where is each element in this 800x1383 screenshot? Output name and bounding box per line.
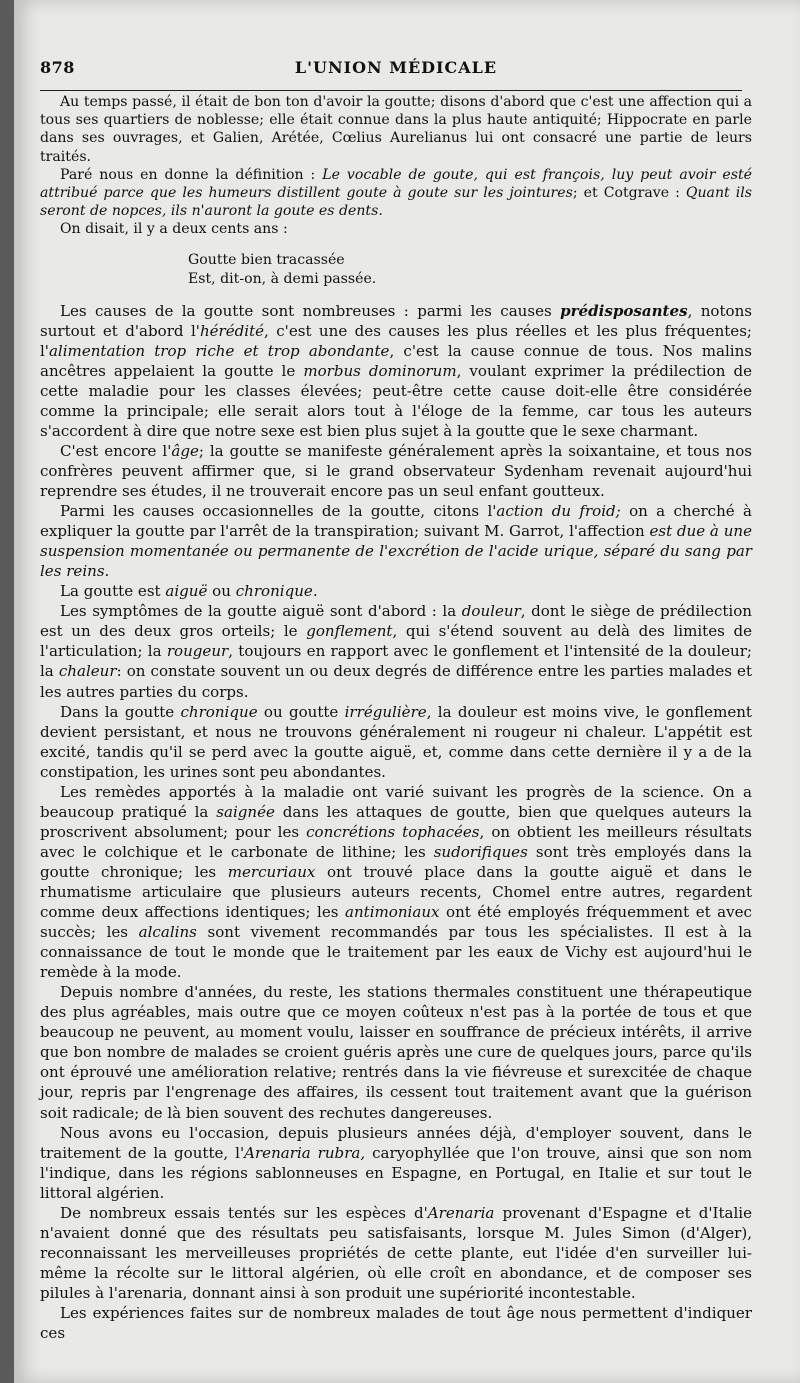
- text: ; la goutte se manifeste généralement après la soixantaine, et tous nos confrères peuvent affirmer que, si le grand observateur Sydenham revenait aujourd'hui reprendre ses études, il ne trouverait encore pas un seul enfant goutteux.: [40, 441, 752, 501]
- cotgrave-quote: Quant ils seront de nopces, ils n'auront la goute es dents.: [40, 185, 752, 220]
- header-rule: [40, 90, 742, 91]
- intro-text-1: Au temps passé, il était de bon ton d'avoir la goutte; disons d'abord que c'est une affection qui a tous ses quartiers de noblesse; elle était connue dans la plus haute antiquité; Hippocrate en parle dans ses ouvrages, et Galien, Arétée, Cœlius Aurelianus lui ont consacré une partie de leurs traités.: [40, 94, 752, 165]
- paragraph-experiences: [40, 1303, 752, 1343]
- term: sudorifiques: [433, 842, 528, 861]
- pare-quote: Le vocable de goute, qui est françois, luy peut avoir esté attribué parce que les humeurs distillent goute à goute sur les jointures: [40, 166, 752, 202]
- paragraph-occasional-causes: [40, 501, 752, 581]
- text: sont très employés dans la goutte chronique; les: [40, 842, 752, 881]
- intro-text-3: On disait, il y a deux cents ans :: [60, 221, 288, 238]
- running-title: L'UNION MÉDICALE: [294, 58, 498, 77]
- term: concrétions tophacées: [306, 822, 480, 841]
- text: , dont le siège de prédilection est un des deux gros orteils; le: [40, 602, 752, 641]
- term: douleur: [461, 602, 521, 621]
- text: Les causes de la goutte sont nombreuses : parmi les causes: [60, 301, 561, 320]
- text: Depuis nombre d'années, du reste, les stations thermales constituent une thérapeutique des plus agréables, mais outre que ce moyen coûteux n'est pas à la portée de tous et que beaucoup ne peuvent, au moment voulu, laisser en souffrance de précieux intérêts, il arrive que bon nombre de malades se croient guéris après une cure de quelques jours, parce qu'ils ont éprouvé une amélioration relative; rentrés dans la vie fiévreuse et surexcitée de chaque jour, repris par l'engrenage des affaires, ils cessent tout traitement avant que la guérison soit radicale; de là bien souvent des rechutes dangereuses.: [40, 983, 752, 1122]
- text: , qui s'étend souvent au delà des limites de l'articulation; la: [40, 622, 752, 661]
- paragraph-essays: [40, 1203, 752, 1303]
- text: Parmi les causes occasionnelles de la goutte, citons l': [60, 502, 497, 521]
- text: caryophyllée que l'on trouve, ainsi que son nom l'indique, dans les régions sablonneuses en Espagne, en Portugal, en Italie et sur tout le littoral algérien.: [40, 1143, 752, 1202]
- paragraph-thermal-stations: [40, 982, 752, 1122]
- text: Nous avons eu l'occasion, depuis plusieurs années déjà, d'employer souvent, dans le traitement de la goutte, l': [40, 1123, 752, 1162]
- term: action du froid;: [496, 502, 621, 521]
- term: Arenaria rubra,: [244, 1143, 366, 1162]
- term: saignée: [216, 802, 275, 821]
- text: Les symptômes de la goutte aiguë sont d'abord : la: [60, 602, 462, 621]
- text: dans les attaques de goutte, bien que quelques auteurs la proscrivent absolument; pour les: [40, 802, 752, 841]
- term: mercuriaux: [227, 862, 316, 881]
- intro-section: [40, 93, 752, 239]
- term: âge: [171, 441, 199, 460]
- page-number: 878: [40, 58, 75, 77]
- text: , c'est une des causes les plus réelles et les plus fréquentes; l': [40, 321, 753, 360]
- document-page: [14, 0, 800, 1383]
- term: rougeur: [166, 642, 229, 661]
- paragraph-remedies: [40, 782, 752, 982]
- term: chaleur: [58, 662, 117, 681]
- intro-text-2a: Paré nous en donne la définition :: [60, 166, 323, 183]
- page-content: [40, 52, 752, 1343]
- article-body: [40, 301, 752, 1343]
- term: irrégulière: [344, 702, 427, 721]
- term: aiguë: [165, 582, 208, 601]
- text: De nombreux essais tentés sur les espèces d': [60, 1203, 428, 1222]
- term: chronique: [180, 702, 258, 721]
- text: , notons surtout et d'abord l': [40, 301, 752, 340]
- text: sont vivement recommandés par tous les spécialistes. Il est à la connaissance de tout le monde que le traitement par les eaux de Vichy est aujourd'hui le remède à la mode.: [40, 923, 753, 982]
- term: antimoniaux: [345, 903, 440, 922]
- paragraph-forms: [40, 581, 752, 601]
- text: Dans la goutte: [60, 702, 181, 721]
- page-header: [40, 52, 752, 90]
- text: Les expériences faites sur de nombreux malades de tout âge nous permettent d'indiquer ces: [40, 1303, 752, 1343]
- term: Arenaria: [427, 1203, 495, 1222]
- verse-quote: [188, 251, 752, 289]
- term: morbus dominorum: [303, 361, 457, 380]
- intro-paragraph-1: [40, 93, 752, 166]
- term: alcalins: [138, 923, 197, 942]
- intro-paragraph-3: [40, 220, 752, 238]
- term: gonflement: [306, 622, 393, 641]
- text: ou: [207, 582, 236, 601]
- text: C'est encore l': [60, 441, 172, 460]
- intro-paragraph-2: [40, 166, 752, 221]
- paragraph-arenaria: [40, 1123, 752, 1203]
- paragraph-causes: [40, 301, 752, 441]
- paragraph-age: [40, 441, 752, 501]
- text: ont trouvé place dans la goutte aiguë et dans le rhumatisme articulaire que plusieurs auteurs recents, Chomel entre autres, regardent comme deux affections identiques; les: [40, 862, 752, 922]
- text: , c'est la cause connue de tous. Nos malins ancêtres appelaient la goutte le: [40, 341, 752, 380]
- paragraph-symptoms: [40, 601, 752, 701]
- text: , toujours en rapport avec le gonflement et l'intensité de la douleur; la: [40, 642, 752, 681]
- text: ou goutte: [257, 702, 345, 721]
- text: ont été employés fréquemment et avec succès; les: [40, 903, 752, 942]
- text: on a cherché à expliquer la goutte par l'arrêt de la transpiration; suivant M. Garrot, l'affection: [40, 502, 752, 541]
- text: : on constate souvent un ou deux degrés de différence entre les parties malades et les autres parties du corps.: [40, 662, 752, 701]
- text: , on obtient les meilleurs résultats avec le colchique et le carbonate de lithine; les: [40, 822, 752, 861]
- term: est due à une suspension momentanée ou permanente de l'excrétion de l'acide urique, séparé du sang par les reins.: [40, 522, 752, 581]
- text: La goutte est: [60, 582, 166, 601]
- term: alimentation trop riche et trop abondante: [48, 341, 390, 360]
- verse-line-2: Est, dit-on, à demi passée.: [188, 270, 377, 287]
- paragraph-chronic: [40, 702, 752, 782]
- verse-line-1: Goutte bien tracassée: [188, 251, 345, 268]
- term: chronique.: [235, 582, 318, 601]
- term: hérédité: [199, 321, 265, 340]
- text: , voulant exprimer la prédilection de cette maladie pour les classes élevées; peut-être cette cause doit-elle être considérée comme la principale; elle serait alors tout à l'éloge de la femme, car tous les auteurs s'accordent à dire que notre sexe est bien plus sujet à la goutte que le sexe charmant.: [40, 361, 752, 440]
- text: Les remèdes apportés à la maladie ont varié suivant les progrès de la science. On a beaucoup pratiqué la: [40, 782, 752, 821]
- intro-text-2c: ; et Cotgrave :: [572, 185, 686, 202]
- text: provenant d'Espagne et d'Italie n'avaient donné que des résultats peu satisfaisants, lorsque M. Jules Simon (d'Alger), reconnaissant les merveilleuses propriétés de cette plante, eut l'idée d'en surveiller lui-même la récolte sur le littoral algérien, où elle croît en abondance, et de composer ses pilules à l'arenaria, donnant ainsi à son produit une supériorité incontestable.: [40, 1203, 752, 1302]
- term: prédisposantes: [560, 301, 688, 320]
- text: , la douleur est moins vive, le gonflement devient persistant, et nous ne trouvons généralement ni rougeur ni chaleur. L'appétit est excité, tandis qu'il se perd avec la goutte aiguë, et, comme dans cette dernière il y a de la constipation, les urines sont peu abondantes.: [40, 702, 752, 781]
